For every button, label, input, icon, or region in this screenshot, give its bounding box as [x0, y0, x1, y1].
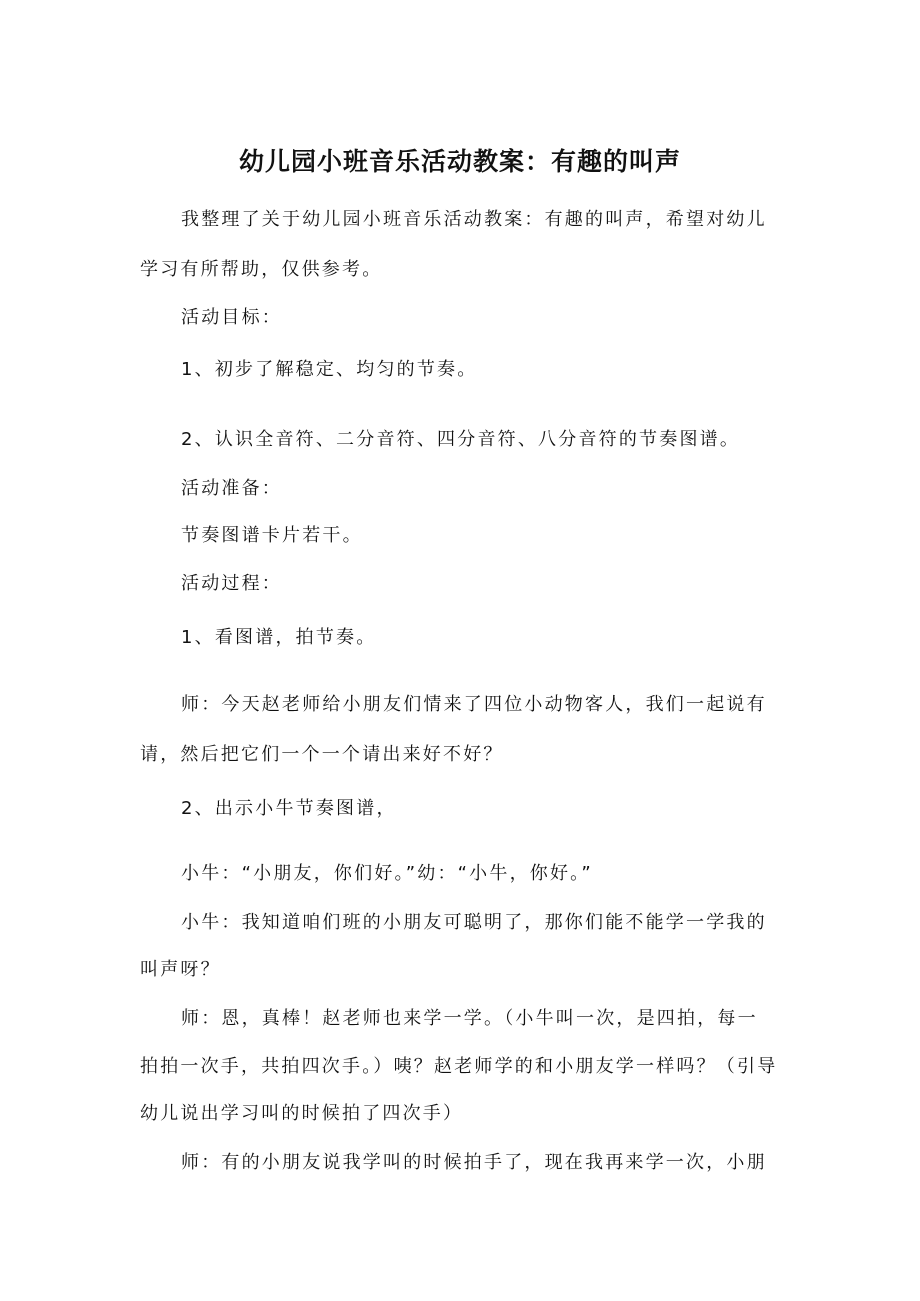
- section-heading: 活动过程：: [181, 573, 282, 594]
- paragraph-line: 师：有的小朋友说我学叫的时候拍手了，现在我再来学一次，小朋: [181, 1152, 767, 1173]
- section-heading: 活动目标：: [181, 307, 282, 328]
- paragraph-line: 幼儿说出学习叫的时候拍了四次手）: [140, 1103, 464, 1124]
- list-item: 2、认识全音符、二分音符、四分音符、八分音符的节奏图谱。: [181, 429, 741, 450]
- paragraph-line: 师：恩，真棒！赵老师也来学一学。（小牛叫一次，是四拍，每一: [181, 1008, 758, 1029]
- list-item: 2、出示小牛节奏图谱，: [181, 798, 397, 819]
- list-item: 1、初步了解稳定、均匀的节奏。: [181, 359, 478, 380]
- paragraph-line: 学习有所帮助，仅供参考。: [140, 259, 383, 280]
- paragraph-line: 师：今天赵老师给小朋友们情来了四位小动物客人，我们一起说有: [181, 694, 767, 715]
- list-item: 1、看图谱，拍节奏。: [181, 627, 377, 648]
- paragraph-line: 拍拍一次手，共拍四次手。）咦？赵老师学的和小朋友学一样吗？（引导: [140, 1056, 778, 1077]
- paragraph-line: 节奏图谱卡片若干。: [181, 525, 363, 546]
- paragraph-line: 叫声呀？: [140, 959, 221, 980]
- section-heading: 活动准备：: [181, 478, 282, 499]
- paragraph-line: 我整理了关于幼儿园小班音乐活动教案：有趣的叫声，希望对幼儿: [181, 209, 767, 230]
- paragraph-line: 小牛：“小朋友，你们好。”幼：“小牛，你好。”: [181, 863, 593, 884]
- paragraph-line: 小牛：我知道咱们班的小朋友可聪明了，那你们能不能学一学我的: [181, 912, 767, 933]
- paragraph-line: 请，然后把它们一个一个请出来好不好？: [140, 744, 504, 765]
- document-title: 幼儿园小班音乐活动教案：有趣的叫声: [238, 147, 681, 176]
